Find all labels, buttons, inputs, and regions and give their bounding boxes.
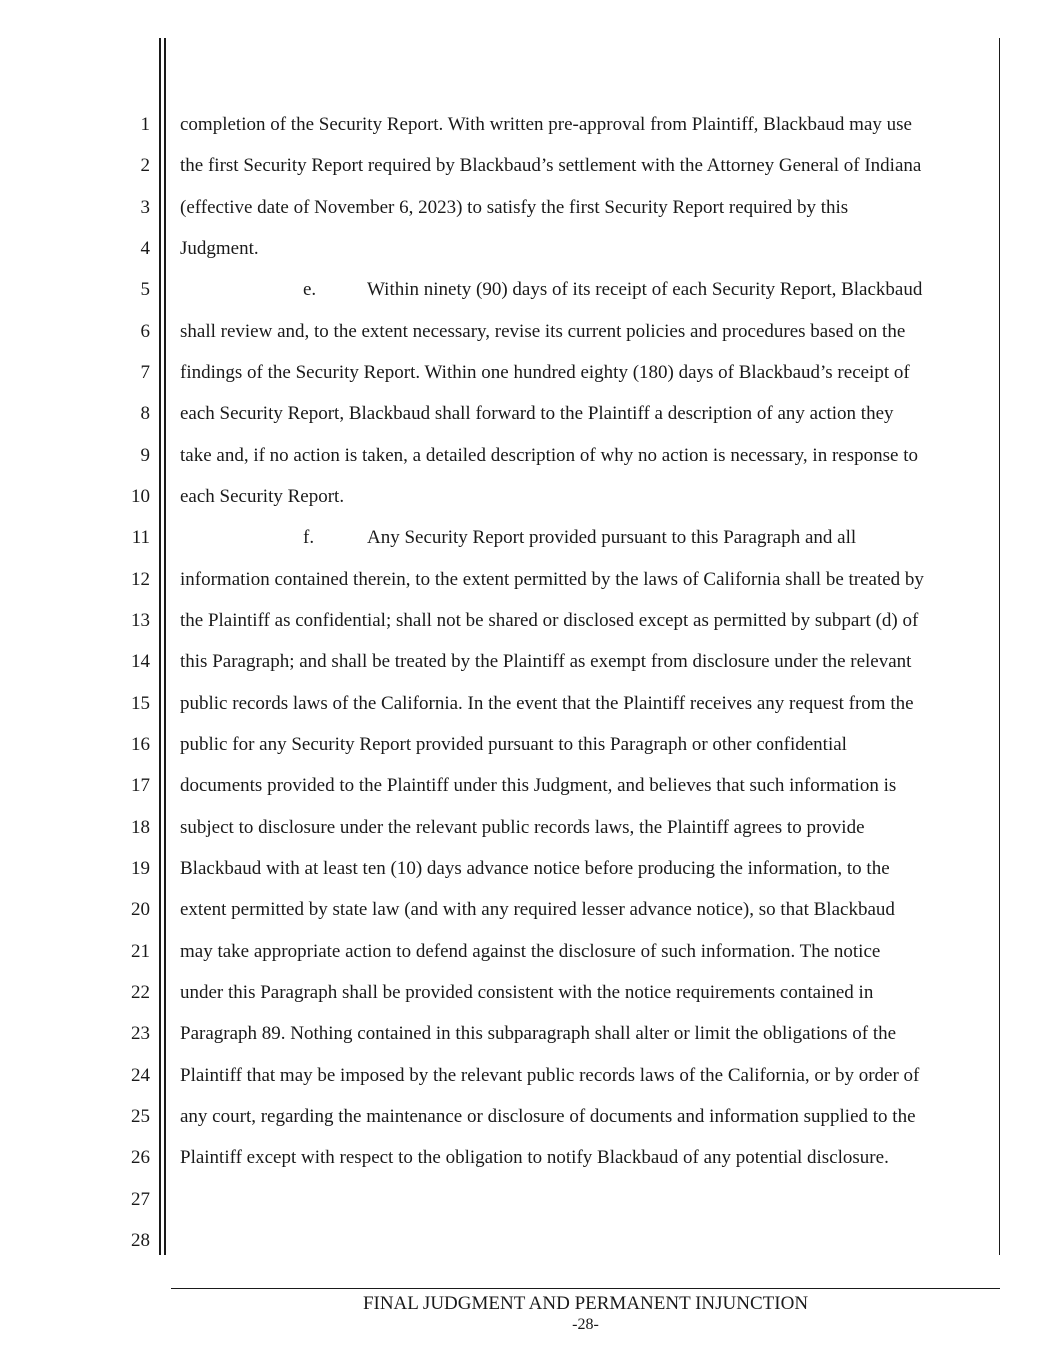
body-text-line: Plaintiff except with respect to the obligation to notify Blackbaud of any potential disclosure. <box>180 1147 889 1168</box>
line-number: 1 <box>140 114 150 135</box>
line-number: 3 <box>140 197 150 218</box>
body-text-line: documents provided to the Plaintiff under this Judgment, and believes that such information is <box>180 775 897 796</box>
line-number: 14 <box>131 651 150 672</box>
body-text-line: subject to disclosure under the relevant public records laws, the Plaintiff agrees to provide <box>180 817 865 838</box>
line-number: 28 <box>131 1230 150 1251</box>
body-text-line: each Security Report, Blackbaud shall forward to the Plaintiff a description of any action they <box>180 403 894 424</box>
body-text-line: each Security Report. <box>180 486 345 507</box>
paragraph-e-first-line: Within ninety (90) days of its receipt of each Security Report, Blackbaud <box>367 279 923 300</box>
line-number: 18 <box>131 817 150 838</box>
left-margin-rule <box>159 38 161 1255</box>
line-number: 20 <box>131 899 150 920</box>
footer-title: FINAL JUDGMENT AND PERMANENT INJUNCTION <box>362 1293 809 1314</box>
line-number: 11 <box>131 527 150 548</box>
body-text-line: Plaintiff that may be imposed by the relevant public records laws of the California, or by order of <box>180 1065 920 1086</box>
line-number: 4 <box>140 238 150 259</box>
body-text-line: may take appropriate action to defend against the disclosure of such information. The notice <box>180 941 881 962</box>
line-number: 6 <box>140 321 150 342</box>
paragraph-e-label: e. <box>303 279 317 300</box>
body-text-line: public for any Security Report provided pursuant to this Paragraph or other confidential <box>180 734 847 755</box>
line-number: 22 <box>131 982 150 1003</box>
footer-rule <box>171 1288 1000 1289</box>
body-text-line: information contained therein, to the extent permitted by the laws of California shall be treated by <box>180 569 924 590</box>
line-number: 9 <box>140 445 150 466</box>
line-number: 23 <box>131 1023 150 1044</box>
body-text-line: findings of the Security Report. Within one hundred eighty (180) days of Blackbaud’s receipt of <box>180 362 910 383</box>
line-number: 8 <box>140 403 150 424</box>
line-number: 24 <box>131 1065 150 1086</box>
line-number: 26 <box>131 1147 150 1168</box>
paragraph-f-label: f. <box>303 527 315 548</box>
line-number: 25 <box>131 1106 150 1127</box>
line-number: 16 <box>131 734 150 755</box>
body-text-line: (effective date of November 6, 2023) to satisfy the first Security Report required by this <box>180 197 849 218</box>
line-number: 13 <box>131 610 150 631</box>
body-text-line: Paragraph 89. Nothing contained in this subparagraph shall alter or limit the obligations of the <box>180 1023 897 1044</box>
body-text-line: the Plaintiff as confidential; shall not be shared or disclosed except as permitted by subpart (d) of <box>180 610 919 631</box>
body-text-line: shall review and, to the extent necessary, revise its current policies and procedures based on the <box>180 321 906 342</box>
line-number: 5 <box>140 279 150 300</box>
body-text-line: extent permitted by state law (and with any required lesser advance notice), so that Blackbaud <box>180 899 895 920</box>
page-number: -28- <box>572 1316 599 1333</box>
line-number: 21 <box>131 941 150 962</box>
line-number: 27 <box>131 1189 150 1210</box>
line-number: 7 <box>140 362 150 383</box>
body-text-line: Judgment. <box>180 238 259 259</box>
right-margin-rule <box>999 38 1000 1255</box>
body-text-line: any court, regarding the maintenance or disclosure of documents and information supplied to the <box>180 1106 916 1127</box>
body-text-line: public records laws of the California. In the event that the Plaintiff receives any request from the <box>180 693 914 714</box>
line-number: 10 <box>131 486 150 507</box>
line-number: 2 <box>140 155 150 176</box>
body-text-line: this Paragraph; and shall be treated by the Plaintiff as exempt from disclosure under the relevant <box>180 651 912 672</box>
left-margin-rule-inner <box>164 38 166 1255</box>
body-text-line: the first Security Report required by Blackbaud’s settlement with the Attorney General of Indiana <box>180 155 922 176</box>
line-number: 19 <box>131 858 150 879</box>
body-text-line: under this Paragraph shall be provided consistent with the notice requirements contained in <box>180 982 874 1003</box>
body-text-line: Blackbaud with at least ten (10) days advance notice before producing the information, to the <box>180 858 890 879</box>
paragraph-f-first-line: Any Security Report provided pursuant to this Paragraph and all <box>367 527 857 548</box>
body-text-line: take and, if no action is taken, a detailed description of why no action is necessary, in response to <box>180 445 918 466</box>
body-text-line: completion of the Security Report. With written pre-approval from Plaintiff, Blackbaud may use <box>180 114 912 135</box>
line-number: 15 <box>131 693 150 714</box>
line-number: 12 <box>131 569 150 590</box>
line-number: 17 <box>131 775 150 796</box>
